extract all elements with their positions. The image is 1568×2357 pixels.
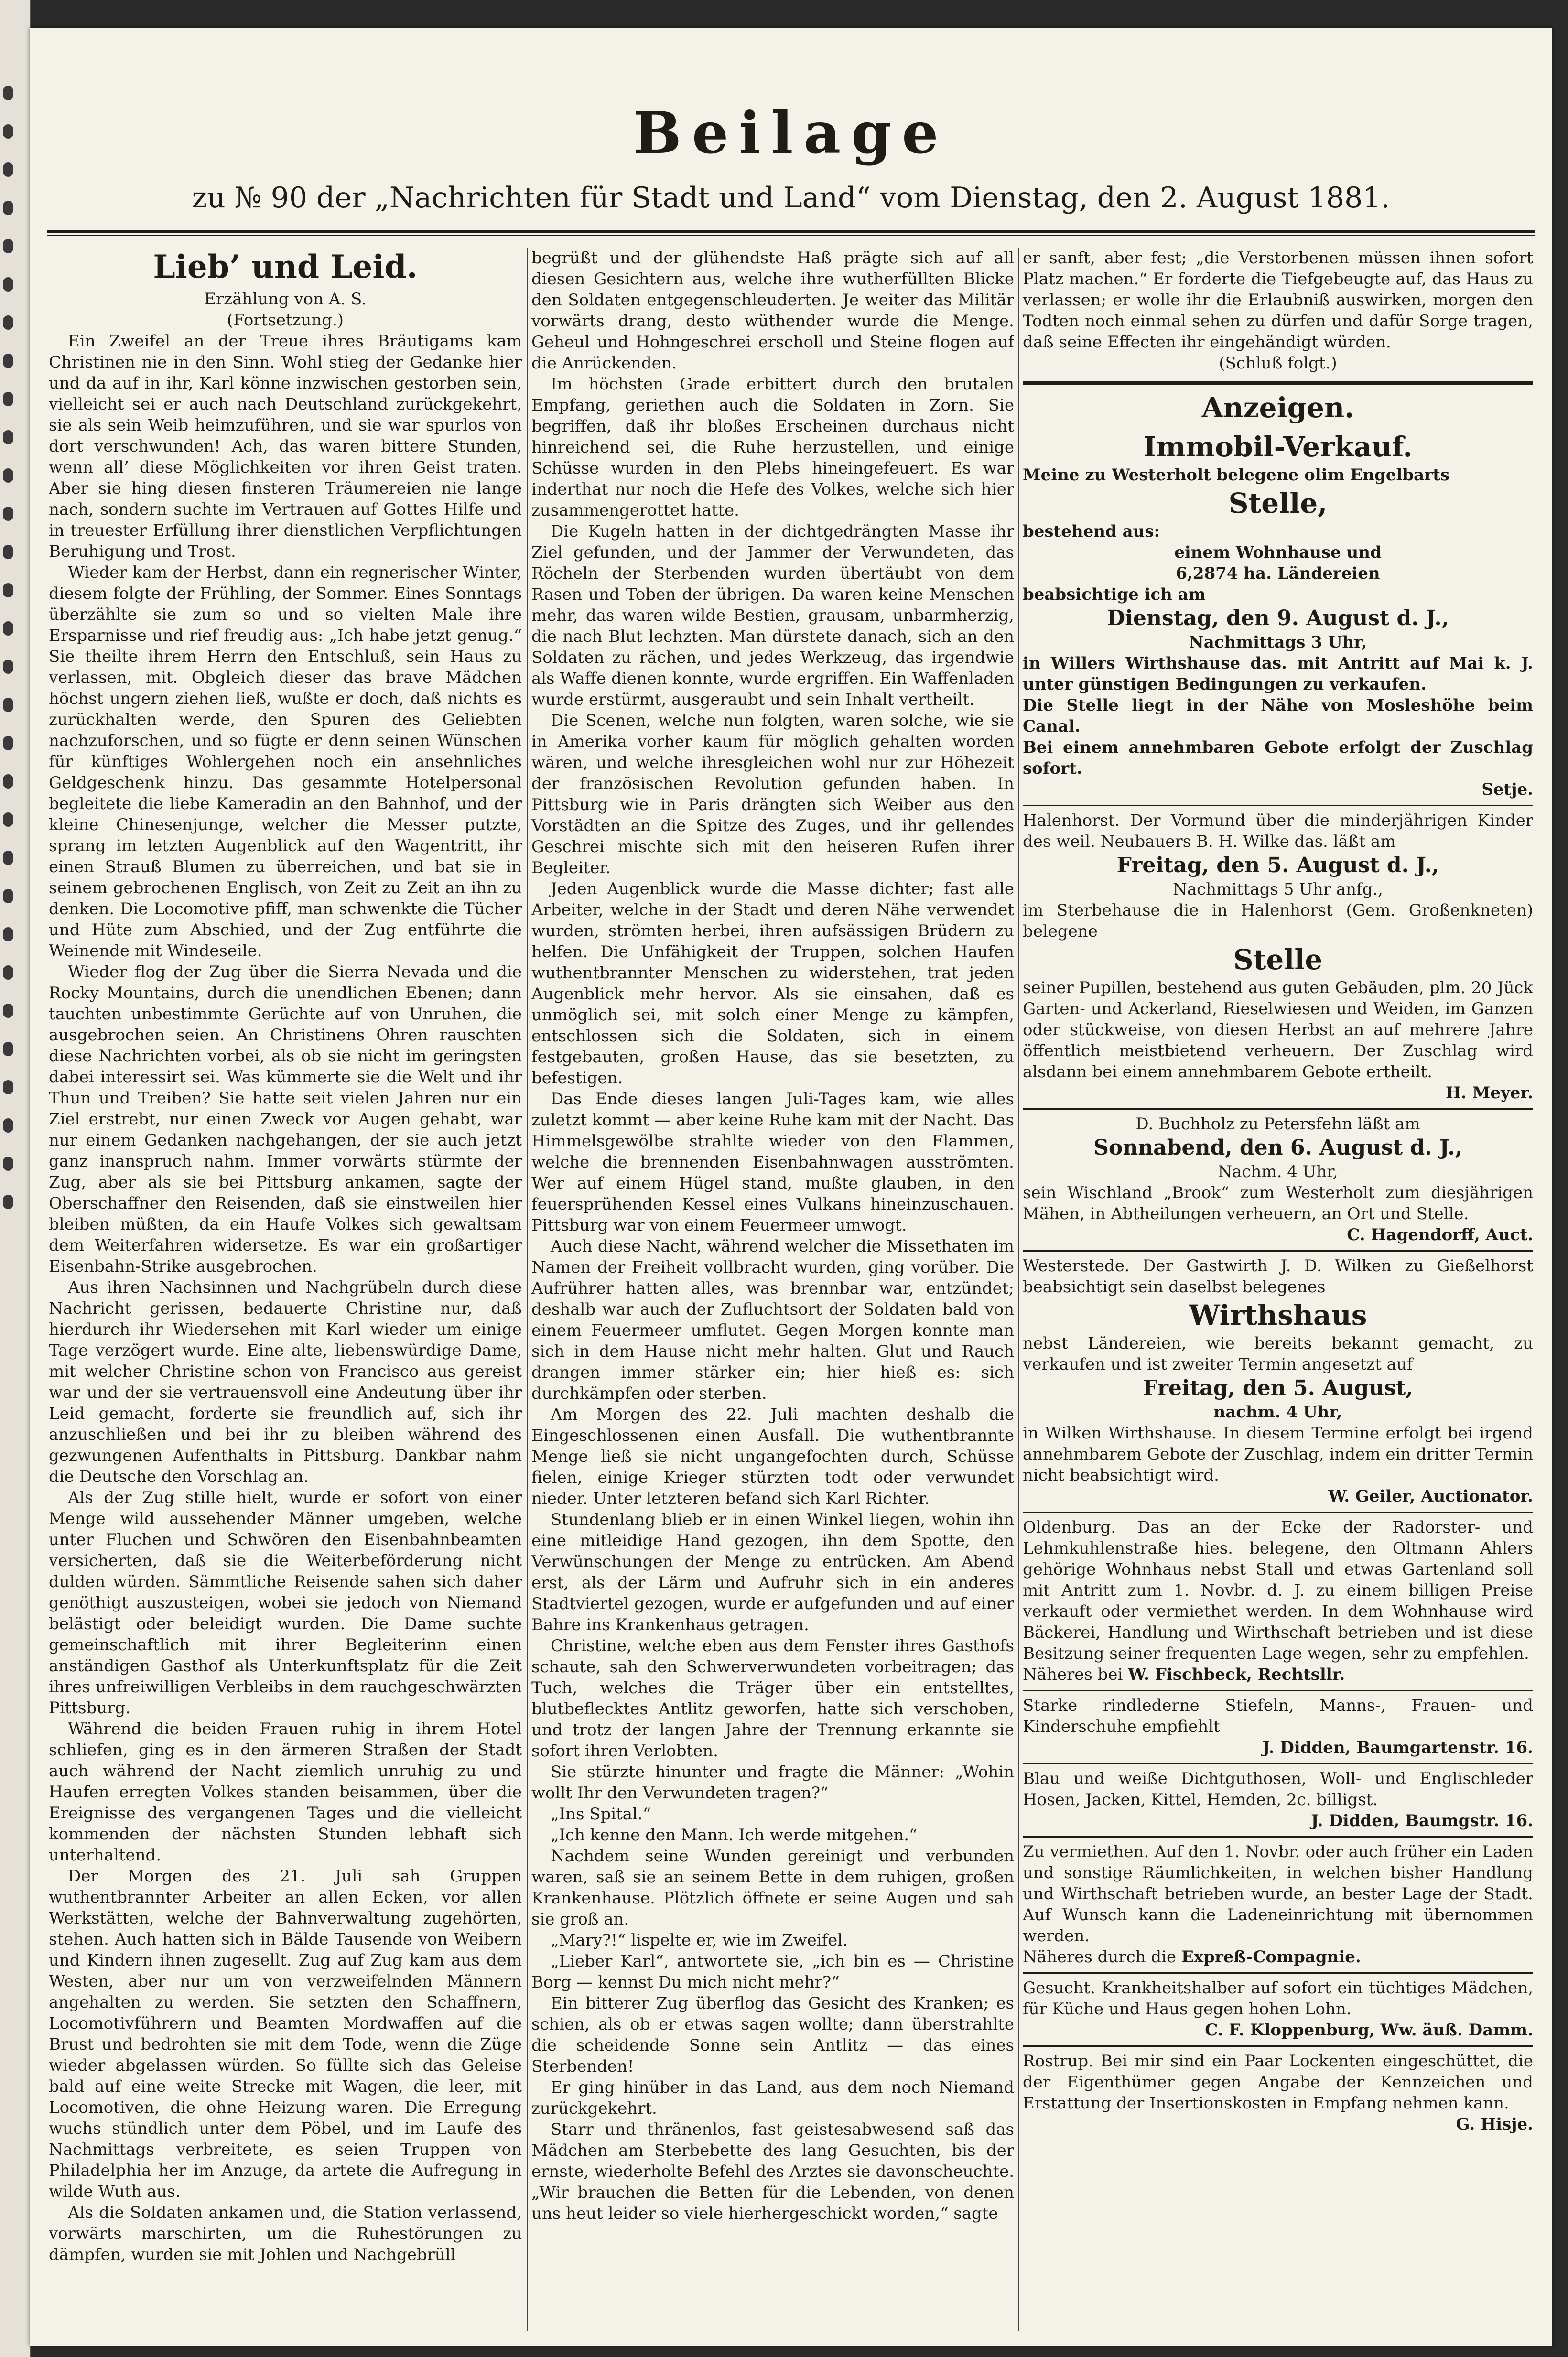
ad-oldenburg <box>1023 1513 1533 1691</box>
ad-oldenburg-info: Näheres bei <box>1023 1665 1123 1684</box>
story-paragraph: Stundenlang blieb er in einen Winkel liegen, wohin ihn eine mitleidige Hand gezogen, ihn dem Spotte, den Verwünschungen der Menge zu entrücken. Am Abend erst, als der Lärm und Aufruhr sich in ein anderes Stadtviertel gezogen, wurde er aufgefunden und auf einer Bahre ins Krankenhaus getragen. <box>531 1510 1014 1634</box>
story-paragraph: Ein Zweifel an der Treue ihres Bräutigams kam Christinen nie in den Sinn. Wohl stieg der Gedanke hier und da auf in ihr, Karl könne inzwischen gestorben sein, vielleicht sei er auch nach Deutschland zurückgekehrt, sie als sein Weib heimzuführen, und sie war spurlos von dort verschwunden! Ach, das waren bittere Stunden, wenn all’ diese Möglichkeiten vor ihren Geist traten. Aber sie hing diesen finsteren Träumereien nie lange nach, sondern suchte im Vertrauen auf Gottes Hilfe und in treuester Erfüllung ihrer dienstlichen Verpflichtungen Beruhigung und Trost. <box>49 332 522 561</box>
column-divider <box>1018 248 1019 2331</box>
binding-hole <box>3 468 13 483</box>
ad-buchholz-signer: C. Hagendorff, Auct. <box>1347 1225 1533 1244</box>
binding-hole <box>3 354 13 368</box>
story-paragraph: Wieder kam der Herbst, dann ein regnerischer Winter, diesem folgte der Frühling, der Sommer. Eines Sonntags überzählte sie zum so und so vielten Male ihre Ersparnisse und rief freudig aus: „Ich habe jetzt genug.“ Sie theilte ihrem Herrn den Entschluß, sein Haus zu verlassen, mit. Obgleich dieser das brave Mädchen höchst ungern ziehen ließ, wußte er doch, daß nichts es zurückhalten werde, den Spuren des Geliebten nachzuforschen, und so fügte er denn seinen Wünschen für künftiges Wohlergehen noch ein ansehnliches Geldgeschenk hinzu. Das gesammte Hotelpersonal begleitete die liebe Kameradin an den Bahnhof, und der kleine Chinesenjunge, welcher die Messer putzte, sprang im letzten Augenblick auf den Wagentritt, ihr einen Strauß Blumen zu überreichen, und bat sie in seinem gebrochenen Englisch, von Zeit zu Zeit an ihn zu denken. Die Locomotive pfiff, man schwenkte die Tücher und Hüte zum Abschied, und der Zug entführte die Weinende mit Windeseile. <box>49 563 522 961</box>
story-paragraph: „Ich kenne den Mann. Ich werde mitgehen.“ <box>551 1826 918 1845</box>
column-divider <box>527 248 528 2331</box>
ad-immobil-place: in Willers Wirthshause das. mit Antritt auf Mai k. J. unter günstigen Bedingungen zu verkaufen. <box>1023 654 1533 694</box>
issue-line <box>30 181 1552 215</box>
ad-buchholz-body: sein Wischland „Brook“ zum Westerholt zum diesjährigen Mähen, in Abtheilungen verheuern, an Ort und Stelle. <box>1023 1183 1533 1223</box>
ad-didden-shoes-signer: J. Didden, Baumgartenstr. 16. <box>1262 1738 1533 1757</box>
ad-didden-shoes-text: Starke rindlederne Stiefeln, Manns-, Frauen- und Kinderschuhe empfiehlt <box>1023 1696 1533 1736</box>
binding-hole <box>3 1157 13 1171</box>
story-paragraph: Starr und thränenlos, fast geistesabwesend saß das Mädchen am Sterbebette des lang Gesuchten, bis der ernste, wiederholte Befehl des Arztes sie davonscheuchte. „Wir brauchen die Betten für die Lebenden, von denen uns heut leider so viele hierhergeschickt worden,“ sagte <box>531 2120 1014 2223</box>
ad-immobil <box>1023 425 1533 806</box>
story-paragraph: Er ging hinüber in das Land, aus dem noch Niemand zurückgekehrt. <box>531 2078 1014 2118</box>
ad-immobil-intro: Meine zu Westerholt belegene olim Engelbarts <box>1023 465 1449 485</box>
story-paragraph: Das Ende dieses langen Juli-Tages kam, wie alles zuletzt kommt — aber keine Ruhe kam mit der Nacht. Das Himmelsgewölbe strahlte wieder von den Flammen, welche die brennenden Eisenbahnwagen ausströmten. Wer auf einem Hügel stand, mußte glauben, in den feuersprühenden Kessel eines Vulkans hineinzuschauen. Pittsburg war von einem Feuermeer umwogt. <box>531 1090 1014 1235</box>
ad-halenhorst-place: im Sterbehause die in Halenhorst (Gem. Großenkneten) belegene <box>1023 901 1533 941</box>
ad-gesucht <box>1023 1974 1533 2047</box>
ad-didden-shoes <box>1023 1691 1533 1764</box>
ad-gesucht-text: Gesucht. Krankheitshalber auf sofort ein tüchtiges Mädchen, für Küche und Haus gegen hohen Lohn. <box>1023 1979 1533 2019</box>
binding-hole <box>3 430 13 444</box>
masthead-rule <box>47 230 1535 233</box>
ad-vermiethen-signer: Expreß-Compagnie. <box>1181 1947 1361 1967</box>
ad-westerstede-date: Freitag, den 5. August, <box>1143 1376 1413 1400</box>
ad-immobil-lage: Die Stelle liegt in der Nähe von Mosleshöhe beim Canal. <box>1023 696 1533 736</box>
column-2 <box>531 248 1014 2341</box>
story-to-be-continued: (Schluß folgt.) <box>1219 354 1337 373</box>
story-paragraph: „Mary?!“ lispelte er, wie im Zweifel. <box>551 1931 848 1950</box>
story-paragraph: „Lieber Karl“, antwortete sie, „ich bin es — Christine Borg — kennst Du mich nicht mehr?“ <box>531 1952 1014 1992</box>
ad-vermiethen-text: Zu vermiethen. Auf den 1. Novbr. oder auch früher ein Laden und sonstige Räumlichkeiten, in welchen bisher Handlung und Wirthschaft betrieben wurde, an bester Lage der Stadt. Auf Wunsch kann die Ladeneinrichtung mit übernommen werden. <box>1023 1842 1533 1946</box>
story-paragraph: „Ins Spital.“ <box>551 1805 651 1824</box>
binding-hole <box>3 239 13 253</box>
story-paragraph: Am Morgen des 22. Juli machten deshalb die Eingeschlossenen einen Ausfall. Die wuthentbrannte Menge ließ sie nicht ungangefochten durch, Schüsse fielen, einige Krieger stürzten todt oder verwundet nieder. Unter letzteren befand sich Karl Richter. <box>531 1405 1014 1508</box>
ad-westerstede-body2: in Wilken Wirthshause. In diesem Termine erfolgt bei irgend annehmbarem Gebote der Zuschlag, indem ein dritter Termin nicht beabsichtigt wird. <box>1023 1424 1533 1485</box>
ad-halenhorst-text: Halenhorst. Der Vormund über die minderjährigen Kinder des weil. Neubauers B. H. Wilke das. läßt am <box>1023 811 1533 851</box>
binding-hole <box>3 889 13 903</box>
ad-immobil-bestehend: bestehend aus: <box>1023 522 1160 541</box>
story-paragraph: Als der Zug stille hielt, wurde er sofort von einer Menge wild aussehender Männer umgeben, welche unter Fluchen und Schwören den Eisenbahnbeamten versicherten, daß sie die Weiterbeförderung nicht dulden würden. Sämmtliche Reisende sahen sich daher genöthigt auszusteigen, wobei sie jedoch von Niemand belästigt oder beleidigt wurden. Die Dame suchte gemeinschaftlich mit ihrer Begleiterinn einen anständigen Gasthof als Unterkunftsplatz für die Zeit ihres unfreiwilligen Verbleibs in dem rauchgeschwärzten Pittsburg. <box>49 1488 522 1718</box>
binding-hole <box>3 583 13 597</box>
ad-immobil-title: Immobil-Verkauf. <box>1143 431 1413 463</box>
binding-hole <box>3 545 13 559</box>
ad-westerstede <box>1023 1252 1533 1513</box>
binding-hole <box>3 507 13 521</box>
story-paragraph: Ein bitterer Zug überflog das Gesicht des Kranken; es schien, als ob er etwas sagen wollte; dann überstrahlte die scheidende Sonne sein Antlitz — das eines Sterbenden! <box>531 1994 1014 2076</box>
binding-hole <box>3 392 13 406</box>
story-paragraph: Die Kugeln hatten in der dichtgedrängten Masse ihr Ziel gefunden, und der Jammer der Verwundeten, das Röcheln der Sterbenden wurden übertäubt von dem Rasen und Toben der übrigen. Da waren keine Menschen mehr, das waren wilde Bestien, grausam, unbarmherzig, die nach Blut lechzten. Man dürstete danach, sich an den Soldaten zu rächen, und jedes Werkzeug, das irgendwie als Waffe dienen konnte, wurde ergriffen. Ein Waffenladen wurde erstürmt, ausgeraubt und sein Inhalt vertheilt. <box>531 522 1014 709</box>
ad-westerstede-text: Westerstede. Der Gastwirth J. D. Wilken zu Gießelhorst beabsichtigt sein daselbst belegenes <box>1023 1256 1533 1297</box>
story-author: Erzählung von A. S. <box>204 290 367 309</box>
binding-hole <box>3 774 13 789</box>
ad-oldenburg-text: Oldenburg. Das an der Ecke der Radorster- und Lehmkuhlenstraße hies. belegene, den Oltmann Ahlers gehörige Wohnhaus nebst Stall und etwas Gartenland soll mit Antritt zum 1. Novbr. d. J. zu einem billigen Preise verkauft oder vermiethet werden. In dem Wohnhause wird Bäckerei, Handlung und Wirthschaft betrieben und ist diese Besitzung seiner frequenten Lage wegen, sehr zu empfehlen. <box>1023 1518 1533 1663</box>
ad-halenhorst <box>1023 806 1533 1110</box>
supplement-title: Beilage <box>633 99 949 167</box>
story-paragraph: Christine, welche eben aus dem Fenster ihres Gasthofs schaute, sah den Schwerverwundeten vorbeitragen; das Tuch, welches die Träger über ein entstelltes, blutbeflecktes Antlitz geworfen, hatte sich verschoben, und trotz der langen Jahre der Trennung erkannte sie sofort ihren Verlobten. <box>531 1636 1014 1761</box>
ad-immobil-date: Dienstag, den 9. August d. J., <box>1107 606 1449 630</box>
story-paragraph: begrüßt und der glühendste Haß prägte sich auf all diesen Gesichtern aus, welche ihre wutherfüllten Blicke den Soldaten entgegenschleuderten. Je weiter das Militär vorwärts drang, desto wüthender wurde die Menge. Geheul und Hohngeschrei erscholl und Steine flogen auf die Anrückenden. <box>531 249 1014 373</box>
ad-didden-clothes-text: Blau und weiße Dichtguthosen, Woll- und Englischleder Hosen, Jacken, Kittel, Hemden, 2c. billigst. <box>1023 1769 1533 1809</box>
story-paragraph: Im höchsten Grade erbittert durch den brutalen Empfang, geriethen auch die Soldaten in Zorn. Sie begriffen, daß ihr bloßes Erscheinen durchaus nicht hinreichend sei, die Ruhe herzustellen, und einige Schüsse wurden in den Plebs hineingefeuert. Es war inderthat nur noch die Hefe des Volkes, welche sich hier zusammengerottet hatte. <box>531 375 1014 520</box>
masthead <box>30 99 1552 215</box>
ad-westerstede-signer: W. Geiler, Auctionator. <box>1328 1487 1533 1506</box>
binding-hole <box>3 621 13 636</box>
ad-westerstede-time: nachm. 4 Uhr, <box>1213 1403 1342 1422</box>
binding-hole <box>3 965 13 980</box>
ad-oldenburg-signer: W. Fischbeck, Rechtsllr. <box>1128 1665 1345 1684</box>
ad-rostrup <box>1023 2047 1533 2140</box>
story-paragraph: er sanft, aber fest; „die Verstorbenen müssen ihnen sofort Platz machen.“ Er forderte die Tiefgebeugte auf, das Haus zu verlassen; er wolle ihr die Erlaubniß auswirken, morgen den Todten noch einmal sehen zu dürfen und dafür Sorge tragen, daß seine Effecten ihr eingehändigt würden. <box>1023 249 1533 352</box>
story-paragraph: Jeden Augenblick wurde die Masse dichter; fast alle Arbeiter, welche in der Stadt und deren Nähe verwendet wurden, strömten herbei, ihren aufsässigen Brüdern zu helfen. Die Unfähigkeit der Truppen, solchen Haufen wuthentbrannter Menschen zu widerstehen, trat jeden Augenblick mehr hervor. Als sie einsahen, daß es unmöglich sei, mit solch einer Menge zu kämpfen, entschlossen sich die Soldaten, sich in einem festgebauten, großen Hause, das sie besetzten, zu befestigen. <box>531 879 1014 1088</box>
ad-immobil-stelle: Stelle, <box>1228 487 1328 519</box>
binding-hole <box>3 812 13 827</box>
story-paragraph: Aus ihren Nachsinnen und Nachgrübeln durch diese Nachricht gerissen, bedauerte Christine nur, daß hierdurch ihr Wiedersehen mit Karl wieder um einige Tage verzögert wurde. Eine alte, liebenswürdige Dame, mit welcher Christine schon von Francisco aus gereist war und der sie vertrauensvoll eine Andeutung über ihr Leid gemacht, forderte sie freundlich auf, sich ihr anzuschließen und bei ihr zu bleiben während des gezwungenen Aufenthalts in Pittsburg. Dankbar nahm die Deutsche den Vorschlag an. <box>49 1278 522 1486</box>
story-paragraph: Sie stürzte hinunter und fragte die Männer: „Wohin wollt Ihr den Verwundeten tragen?“ <box>531 1762 1014 1803</box>
ad-didden-clothes <box>1023 1764 1533 1838</box>
ad-halenhorst-date: Freitag, den 5. August d. J., <box>1116 853 1439 877</box>
story-paragraph: Als die Soldaten ankamen und, die Station verlassend, vorwärts marschirten, um die Ruhestörungen zu dämpfen, wurden sie mit Johlen und Nachgebrüll <box>49 2203 522 2264</box>
newspaper-page <box>30 28 1552 2346</box>
section-rule <box>1023 381 1533 385</box>
binding-hole <box>3 277 13 292</box>
binding-hole <box>3 124 13 139</box>
binding-hole <box>3 851 13 865</box>
ad-vermiethen-info: Näheres durch die <box>1023 1947 1177 1967</box>
binding-hole <box>3 162 13 177</box>
ad-westerstede-title: Wirthshaus <box>1189 1299 1367 1331</box>
ad-gesucht-signer: C. F. Kloppenburg, Ww. äuß. Damm. <box>1205 2021 1533 2040</box>
binding-hole <box>3 698 13 712</box>
binding-hole <box>3 1118 13 1133</box>
ad-buchholz-time: Nachm. 4 Uhr, <box>1218 1162 1338 1181</box>
story-paragraph: Der Morgen des 21. Juli sah Gruppen wuthentbrannter Arbeiter an allen Ecken, vor allen Werkstätten, welche der Bahnverwaltung zugehörten, stehen. Auch hatten sich in Bälde Tausende von Weibern und Kindern ihnen zugesellt. Zug auf Zug kam aus dem Westen, aber nur um von verzweifelnden Männern angehalten zu werden. Sie setzten den Schaffnern, Locomotivführern und Beamten Mordwaffen auf die Brust und bedrohten sie mit dem Tode, wenn die Züge wieder abgelassen würden. So füllte sich das Geleise bald auf eine weite Strecke mit Wagen, die leer, mit Locomotiven, die ohne Heizung waren. Die Erregung wuchs stündlich unter dem Pöbel, und im Laufe des Nachmittags verbreitete, es seien Truppen von Philadelphia her im Anzuge, da artete die Aufregung in wilde Wuth aus. <box>49 1867 522 2201</box>
issue-line-text: zu № 90 der „Nachrichten für Stadt und Land“ vom Dienstag, den 2. August 1881. <box>192 181 1390 215</box>
column-1 <box>49 248 522 2341</box>
ad-immobil-item: 6,2874 ha. Ländereien <box>1176 564 1380 583</box>
binding-hole <box>3 1004 13 1018</box>
binding-hole <box>3 315 13 330</box>
ad-didden-clothes-signer: J. Didden, Baumgstr. 16. <box>1311 1811 1533 1830</box>
ad-halenhorst-signer: H. Meyer. <box>1445 1083 1533 1103</box>
story-paragraph: Wieder flog der Zug über die Sierra Nevada und die Rocky Mountains, durch die unendlichen Ebenen; dann tauchten unbestimmte Gerüchte auf von Unruhen, die ausgebrochen seien. An Christinens Ohren rauschten diese Nachrichten vorbei, als ob sie nicht im geringsten dabei interessirt sei. Was kümmerte sie die Welt und ihr Thun und Treiben? Sie hatte seit vielen Jahren nur ein Ziel erstrebt, nur einen Zweck vor Augen gehabt, war nur einem Gedanken nachgehangen, der sie auch jetzt ganz inanspruch nahm. Immer vorwärts stürmte der Zug, aber als sie bei Pittsburg ankamen, sagte der Oberschaffner den Reisenden, daß sie einstweilen hier bleiben müßten, da ein Haufe Volkes sich gewaltsam dem Weiterfahren widersetze. Es war ein großartiger Eisenbahn-Strike ausgebrochen. <box>49 962 522 1276</box>
ads-heading: Anzeigen. <box>1201 391 1354 424</box>
story-paragraph: Während die beiden Frauen ruhig in ihrem Hotel schliefen, ging es in den ärmeren Straßen der Stadt auch während der Nacht ziemlich unruhig zu und Haufen erregten Volkes standen beisammen, über die Ereignisse des vergangenen Tages und die vielleicht kommenden der nächsten Stunden lebhaft sich unterhaltend. <box>49 1719 522 1865</box>
ad-halenhorst-time: Nachmittags 5 Uhr anfg., <box>1173 880 1383 899</box>
binding-hole <box>3 1080 13 1094</box>
ad-immobil-signer: Setje. <box>1481 780 1533 799</box>
binding-hole <box>3 1195 13 1209</box>
story-paragraph: Nachdem seine Wunden gereinigt und verbunden waren, saß sie an seinem Bette in dem ruhigen, großen Krankenhause. Plötzlich öffnete er seine Augen und sah sie groß an. <box>531 1847 1014 1929</box>
ad-rostrup-text: Rostrup. Bei mir sind ein Paar Lockenten eingeschüttet, die der Eigenthümer gegen Angabe der Kennzeichen und Erstattung der Insertionskosten in Empfang nehmen kann. <box>1023 2052 1533 2113</box>
binding-hole <box>3 201 13 215</box>
ad-immobil-beab: beabsichtige ich am <box>1023 585 1206 604</box>
binding-hole <box>3 1042 13 1056</box>
story-title: Lieb’ und Leid. <box>153 248 418 285</box>
ad-rostrup-signer: G. Hisje. <box>1456 2115 1533 2134</box>
ad-vermiethen <box>1023 1838 1533 1974</box>
story-paragraph: Die Scenen, welche nun folgten, waren solche, wie sie in Amerika vorher kaum für möglich gehalten worden wären, und welche ihresgleichen wohl nur zur Höhezeit der französischen Revolution gefunden haben. In Pittsburg wie in Paris drängten sich Weiber aus den Vorstädten an die Spitze des Zuges, und ihr gellendes Geschrei mischte sich mit den heiseren Rufen ihrer Begleiter. <box>531 711 1014 877</box>
story-paragraph: Auch diese Nacht, während welcher die Missethaten im Namen der Freiheit vollbracht wurden, ging vorüber. Die Aufrührer hatten alles, was brennbar war, entzündet; deshalb war auch der Zufluchtsort der Soldaten bald von einem Feuermeer umflutet. Gegen Morgen konnte man sich in dem Hause nicht mehr halten. Glut und Rauch drangen immer stärker ein; hier hieß es: sich durchkämpfen oder sterben. <box>531 1237 1014 1403</box>
column-3 <box>1023 248 1533 2341</box>
ad-immobil-gebote: Bei einem annehmbaren Gebote erfolgt der Zuschlag sofort. <box>1023 738 1533 778</box>
binding-hole <box>3 927 13 941</box>
ad-buchholz <box>1023 1110 1533 1252</box>
binding-hole <box>3 86 13 100</box>
masthead-rule-thin <box>47 235 1535 236</box>
ad-buchholz-text: D. Buchholz zu Petersfehn läßt am <box>1135 1114 1420 1134</box>
ad-buchholz-date: Sonnabend, den 6. August d. J., <box>1093 1135 1462 1160</box>
story-continued: (Fortsetzung.) <box>227 311 344 330</box>
binding-hole <box>3 736 13 750</box>
binding-edge <box>0 0 31 2357</box>
binding-hole <box>3 660 13 674</box>
advertisements <box>1023 390 1533 2140</box>
ad-halenhorst-stelle: Stelle <box>1233 943 1323 976</box>
ad-immobil-time: Nachmittags 3 Uhr, <box>1189 633 1367 652</box>
ad-westerstede-body: nebst Ländereien, wie bereits bekannt gemacht, zu verkaufen und ist zweiter Termin angesetzt auf <box>1023 1334 1533 1374</box>
ad-halenhorst-body: seiner Pupillen, bestehend aus guten Gebäuden, plm. 20 Jück Garten- und Ackerland, Rieselwiesen und Weiden, im Ganzen oder stückweise, von diesen Herbst an auf mehrere Jahre öffentlich meistbietend verheuern. Der Zuschlag wird alsdann bei einem annehmbarem Gebote ertheilt. <box>1023 978 1533 1081</box>
ad-immobil-item: einem Wohnhause und <box>1174 543 1382 562</box>
